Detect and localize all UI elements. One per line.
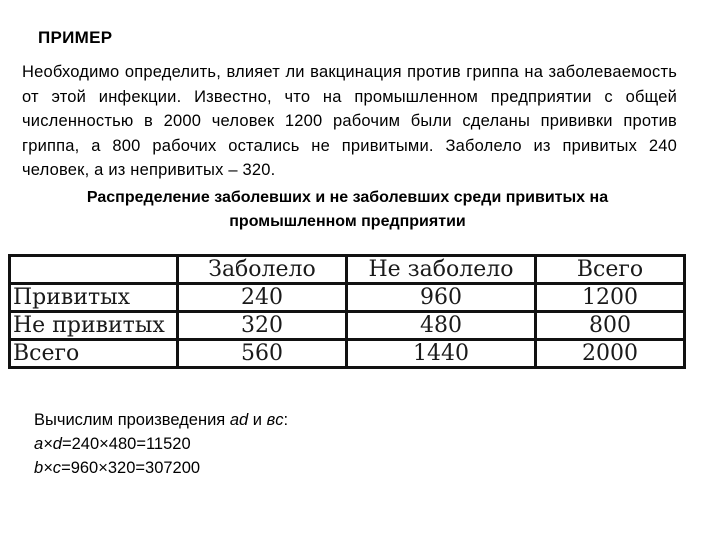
calculation-block [34,408,288,480]
calc-line-bc [34,456,288,480]
calc-intro-text: Вычислим произведения [34,411,230,429]
row-label-vaccinated: Привитых [10,284,178,312]
table-cell: 240 [178,284,347,312]
calc-ad-term: ad [229,411,249,429]
table-row [10,284,685,312]
table-cell: 560 [178,340,347,368]
calc-ad-variables: a×d [34,435,62,453]
header-sick: Заболело [178,256,347,284]
table-cell: 800 [536,312,685,340]
calc-intro-line [34,408,288,432]
table-row [10,312,685,340]
row-label-total: Всего [10,340,178,368]
row-label-not-vaccinated: Не привитых [10,312,178,340]
table-caption: Распределение заболевших и не заболевших среди привитых на промышленном предприятии [86,189,609,230]
header-not-sick: Не заболело [347,256,536,284]
table-header-row [10,256,685,284]
calc-and-word: и [248,411,267,429]
header-total: Всего [536,256,685,284]
calc-bc-variables: b×c [34,459,62,477]
table-cell: 1200 [536,284,685,312]
table-cell: 320 [178,312,347,340]
table-cell: 1440 [347,340,536,368]
calc-ad-result: =240×480=11520 [62,435,191,453]
header-corner-cell [10,256,178,284]
calc-bc-result: =960×320=307200 [61,459,201,477]
table-row [10,340,685,368]
example-title: ПРИМЕР [38,28,113,47]
table-cell: 960 [347,284,536,312]
table-cell: 2000 [536,340,685,368]
problem-paragraph: Необходимо определить, влияет ли вакцинация против гриппа на заболеваемость от этой инфекции. Известно, что на промышленном предприятии с общей численностью в 2000 человек 1200 рабочим были сделаны прививки против гриппа, а 800 рабочих остались не привитыми. Заболело из привитых 240 человек, а из непривитых – 320. [22,63,677,179]
table-cell: 480 [347,312,536,340]
distribution-table [8,254,686,369]
calc-bc-term: вc [266,411,284,429]
calc-colon: : [283,411,289,429]
calc-line-ad [34,432,288,456]
